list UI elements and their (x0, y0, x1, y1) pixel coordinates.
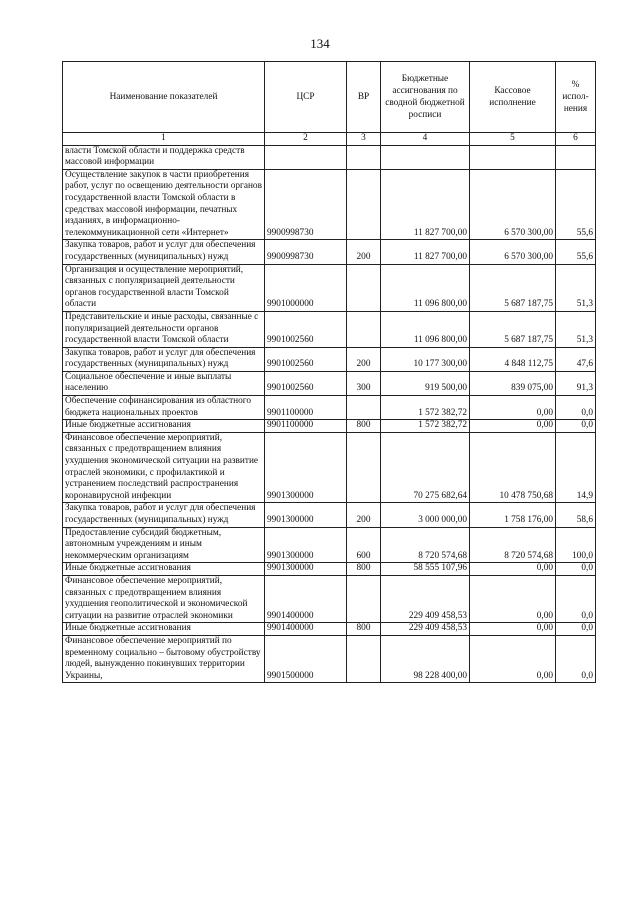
row-cash-cell: 4 848 112,75 (470, 347, 556, 371)
row-budget-cell: 11 827 700,00 (381, 240, 470, 264)
row-vr-cell (347, 145, 381, 169)
row-percent-cell: 55,6 (556, 169, 596, 240)
header-vr: ВР (347, 62, 381, 133)
row-csr-cell: 9901002560 (265, 311, 347, 347)
table-body (63, 145, 596, 683)
row-percent-cell: 51,3 (556, 264, 596, 311)
row-budget-cell: 10 177 300,00 (381, 347, 470, 371)
row-vr-cell: 800 (347, 623, 381, 636)
row-percent-cell: 14,9 (556, 432, 596, 503)
row-cash-cell: 0,00 (470, 623, 556, 636)
table-row (63, 527, 596, 563)
row-name-cell: Организация и осуществление мероприятий, связанных с популяризацией деятельности органов государственной власти Томской области (63, 264, 265, 311)
row-name-cell: Финансовое обеспечение мероприятий по временному социально – бытовому обустройству людей, вынужденно покинувших территории Украины, (63, 635, 265, 682)
row-vr-cell: 800 (347, 420, 381, 433)
row-percent-cell: 0,0 (556, 575, 596, 622)
row-budget-cell: 98 228 400,00 (381, 635, 470, 682)
row-name-cell: Осуществление закупок в части приобретения работ, услуг по освещению деятельности органов государственной власти Томской области в средствах массовой информации, печатных изданиях, в информационно-телекоммуникационной сети «Интернет» (63, 169, 265, 240)
table-row (63, 347, 596, 371)
row-percent-cell: 58,6 (556, 503, 596, 527)
row-csr-cell: 9901300000 (265, 563, 347, 576)
row-vr-cell (347, 169, 381, 240)
row-budget-cell: 11 827 700,00 (381, 169, 470, 240)
row-cash-cell: 10 478 750,68 (470, 432, 556, 503)
row-percent-cell: 0,0 (556, 396, 596, 420)
row-cash-cell: 5 687 187,75 (470, 264, 556, 311)
table-row (63, 575, 596, 622)
row-name-cell: Иные бюджетные ассигнования (63, 623, 265, 636)
row-csr-cell: 9901300000 (265, 503, 347, 527)
row-vr-cell (347, 264, 381, 311)
row-csr-cell: 9901300000 (265, 527, 347, 563)
row-name-cell: власти Томской области и поддержка средств массовой информации (63, 145, 265, 169)
table-row (63, 563, 596, 576)
header-percent: % испол-нения (556, 62, 596, 133)
header-cash: Кассовое исполнение (470, 62, 556, 133)
row-percent-cell (556, 145, 596, 169)
row-budget-cell: 919 500,00 (381, 371, 470, 395)
row-vr-cell: 200 (347, 347, 381, 371)
row-vr-cell: 200 (347, 503, 381, 527)
row-name-cell: Закупка товаров, работ и услуг для обеспечения государственных (муниципальных) нужд (63, 347, 265, 371)
row-vr-cell: 300 (347, 371, 381, 395)
row-csr-cell: 9901002560 (265, 347, 347, 371)
row-name-cell: Представительские и иные расходы, связанные с популяризацией деятельности органов государственной власти Томской области (63, 311, 265, 347)
row-percent-cell: 100,0 (556, 527, 596, 563)
row-percent-cell: 0,0 (556, 420, 596, 433)
row-budget-cell: 11 096 800,00 (381, 264, 470, 311)
column-number: 6 (556, 133, 596, 146)
row-csr-cell: 9901000000 (265, 264, 347, 311)
row-vr-cell (347, 575, 381, 622)
column-number: 3 (347, 133, 381, 146)
row-budget-cell: 58 555 107,96 (381, 563, 470, 576)
row-csr-cell: 9901400000 (265, 623, 347, 636)
row-cash-cell: 1 758 176,00 (470, 503, 556, 527)
header-row (63, 62, 596, 133)
row-vr-cell: 800 (347, 563, 381, 576)
row-cash-cell: 8 720 574,68 (470, 527, 556, 563)
column-number: 4 (381, 133, 470, 146)
column-number-row (63, 133, 596, 146)
row-cash-cell: 0,00 (470, 635, 556, 682)
row-budget-cell: 1 572 382,72 (381, 396, 470, 420)
column-number: 5 (470, 133, 556, 146)
row-percent-cell: 51,3 (556, 311, 596, 347)
row-percent-cell: 91,3 (556, 371, 596, 395)
row-cash-cell (470, 145, 556, 169)
row-vr-cell (347, 311, 381, 347)
table-row (63, 169, 596, 240)
budget-table (62, 61, 596, 683)
row-name-cell: Иные бюджетные ассигнования (63, 563, 265, 576)
page-number: 134 (310, 36, 330, 51)
row-name-cell: Финансовое обеспечение мероприятий, связанных с предотвращением влияния ухудшения геополитической и экономической ситуации на развитие отраслей экономики (63, 575, 265, 622)
row-budget-cell: 11 096 800,00 (381, 311, 470, 347)
table-row (63, 396, 596, 420)
row-budget-cell: 3 000 000,00 (381, 503, 470, 527)
row-cash-cell: 0,00 (470, 420, 556, 433)
table-row (63, 371, 596, 395)
row-vr-cell (347, 635, 381, 682)
row-budget-cell: 229 409 458,53 (381, 623, 470, 636)
row-budget-cell: 70 275 682,64 (381, 432, 470, 503)
row-vr-cell: 200 (347, 240, 381, 264)
row-name-cell: Обеспечение софинансирования из областного бюджета национальных проектов (63, 396, 265, 420)
header-csr: ЦСР (265, 62, 347, 133)
row-percent-cell: 55,6 (556, 240, 596, 264)
table-row (63, 503, 596, 527)
row-csr-cell: 9901500000 (265, 635, 347, 682)
table-row (63, 420, 596, 433)
row-name-cell: Финансовое обеспечение мероприятий, связанных с предотвращением влияния ухудшения экономической ситуации на развитие отраслей экономики, с профилактикой и устранением последствий распространения коронавирусной инфекции (63, 432, 265, 503)
row-percent-cell: 0,0 (556, 635, 596, 682)
row-vr-cell (347, 432, 381, 503)
header-budget: Бюджетные ассигнования по сводной бюджетной росписи (381, 62, 470, 133)
row-vr-cell: 600 (347, 527, 381, 563)
row-name-cell: Закупка товаров, работ и услуг для обеспечения государственных (муниципальных) нужд (63, 503, 265, 527)
row-vr-cell (347, 396, 381, 420)
table-row (63, 311, 596, 347)
row-name-cell: Предоставление субсидий бюджетным, автономным учреждениям и иным некоммерческим организациям (63, 527, 265, 563)
row-cash-cell: 5 687 187,75 (470, 311, 556, 347)
row-name-cell: Иные бюджетные ассигнования (63, 420, 265, 433)
row-percent-cell: 47,6 (556, 347, 596, 371)
row-name-cell: Закупка товаров, работ и услуг для обеспечения государственных (муниципальных) нужд (63, 240, 265, 264)
row-csr-cell: 9900998730 (265, 169, 347, 240)
row-percent-cell: 0,0 (556, 623, 596, 636)
row-csr-cell: 9901300000 (265, 432, 347, 503)
row-csr-cell: 9901400000 (265, 575, 347, 622)
row-csr-cell: 9901002560 (265, 371, 347, 395)
row-csr-cell: 9900998730 (265, 240, 347, 264)
row-cash-cell: 0,00 (470, 563, 556, 576)
table-row (63, 623, 596, 636)
row-budget-cell: 8 720 574,68 (381, 527, 470, 563)
column-number: 2 (265, 133, 347, 146)
table-row (63, 240, 596, 264)
table-row (63, 432, 596, 503)
row-csr-cell: 9901100000 (265, 396, 347, 420)
header-name: Наименование показателей (63, 62, 265, 133)
row-percent-cell: 0,0 (556, 563, 596, 576)
row-cash-cell: 6 570 300,00 (470, 240, 556, 264)
row-budget-cell (381, 145, 470, 169)
column-number: 1 (63, 133, 265, 146)
table-row (63, 264, 596, 311)
row-csr-cell (265, 145, 347, 169)
table-row (63, 145, 596, 169)
row-budget-cell: 1 572 382,72 (381, 420, 470, 433)
row-cash-cell: 6 570 300,00 (470, 169, 556, 240)
row-cash-cell: 0,00 (470, 396, 556, 420)
row-cash-cell: 839 075,00 (470, 371, 556, 395)
row-csr-cell: 9901100000 (265, 420, 347, 433)
row-cash-cell: 0,00 (470, 575, 556, 622)
row-name-cell: Социальное обеспечение и иные выплаты населению (63, 371, 265, 395)
row-budget-cell: 229 409 458,53 (381, 575, 470, 622)
table-row (63, 635, 596, 682)
